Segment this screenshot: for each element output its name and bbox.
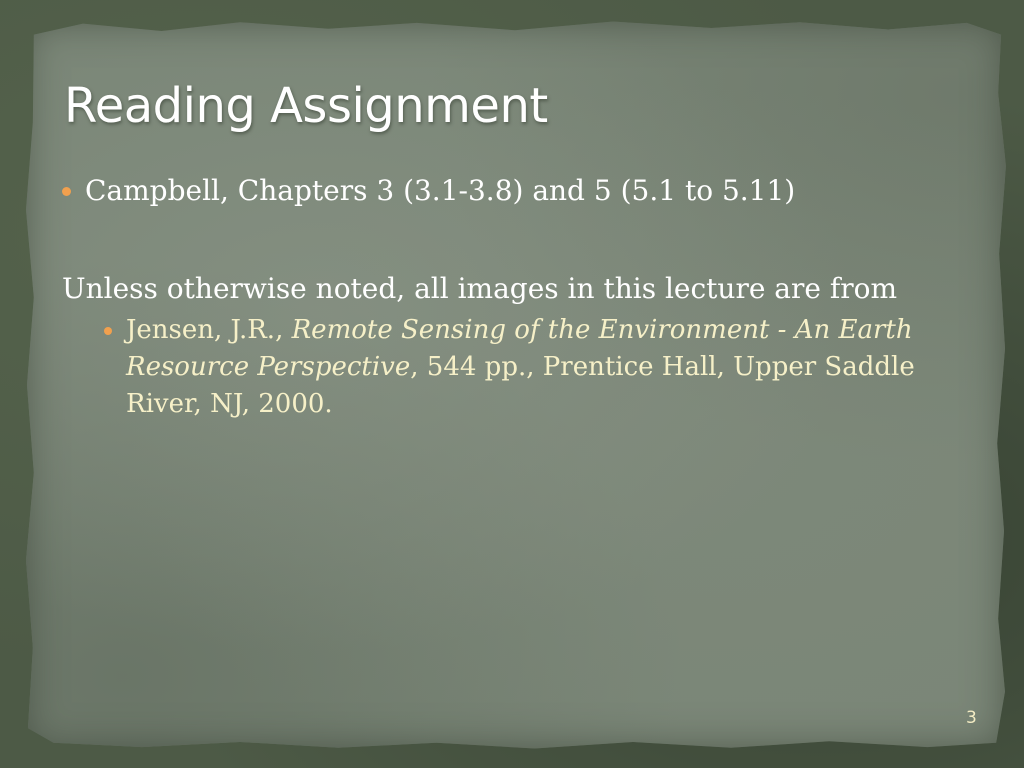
bullet-item-jensen bbox=[104, 312, 922, 423]
bullet-text: Campbell, Chapters 3 (3.1-3.8) and 5 (5.1 to 5.11) bbox=[85, 174, 796, 207]
slide-title: Reading Assignment bbox=[64, 78, 548, 134]
citation-book-title: Remote Sensing of the Environment - An Earth Resource Perspective bbox=[126, 315, 913, 382]
citation-details: , 544 pp., Prentice Hall, Upper Saddle River, NJ, 2000. bbox=[126, 352, 915, 419]
bullet-item-campbell bbox=[62, 172, 922, 210]
citation bbox=[126, 312, 922, 423]
bullet-dot-icon bbox=[104, 327, 112, 335]
slide-number: 3 bbox=[966, 708, 977, 728]
slide-content bbox=[62, 172, 922, 423]
image-source-note: Unless otherwise noted, all images in this lecture are from bbox=[62, 272, 898, 305]
citation-author: Jensen, J.R., bbox=[126, 315, 292, 345]
bullet-dot-icon bbox=[62, 187, 71, 196]
